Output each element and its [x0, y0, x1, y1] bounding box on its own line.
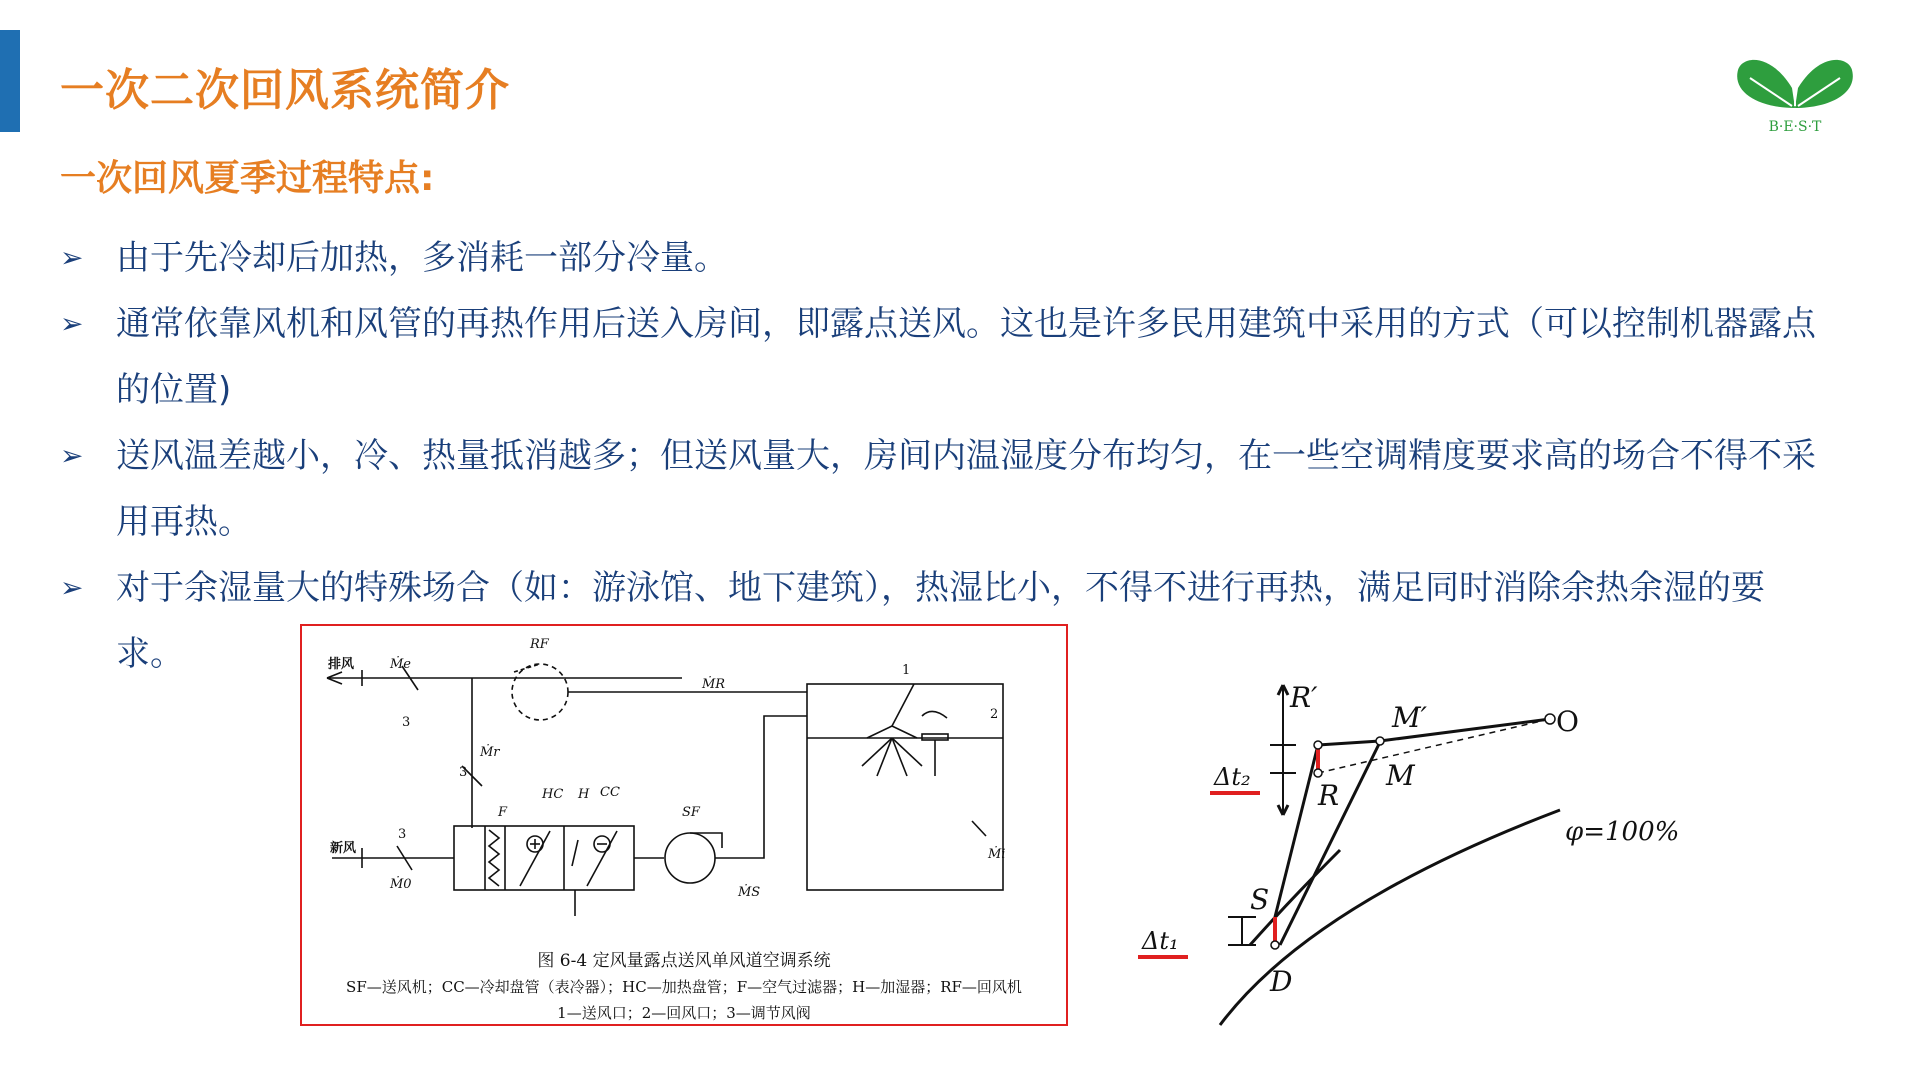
h-label: H: [578, 787, 590, 802]
d-label: D: [1270, 965, 1293, 998]
rf-label: RF: [530, 637, 549, 652]
arrow-bullet-icon: ➢: [60, 439, 84, 472]
accent-bar: [0, 30, 20, 132]
return-2-label: 2: [990, 707, 999, 722]
bullet-text: 由于先冷却后加热，多消耗一部分冷量。: [116, 238, 728, 278]
f-label: F: [498, 805, 508, 820]
psychrometric-sketch: [1110, 645, 1710, 1035]
dt2-label: Δt₂: [1214, 763, 1251, 791]
damper-3b-label: 3: [459, 765, 468, 780]
s-label: S: [1250, 883, 1270, 916]
logo-text: B·E·S·T: [1768, 119, 1822, 135]
bullet-list: [60, 225, 1820, 687]
arrow-bullet-icon: ➢: [60, 307, 84, 340]
me-label: Ṁe: [390, 657, 412, 672]
ahu-schematic: [302, 626, 1066, 946]
fresh-air-label: 新风: [330, 841, 357, 856]
arrow-bullet-icon: ➢: [60, 241, 84, 274]
o-label: O: [1556, 705, 1579, 738]
bullet-item: [60, 291, 1820, 423]
mr-label: Ṁr: [480, 745, 500, 760]
hc-label: HC: [542, 787, 564, 802]
bullet-item: [60, 423, 1820, 555]
ahu-schematic-figure: [300, 624, 1068, 1026]
bullet-text: 对于余湿量大的特殊场合（如：游泳馆、地下建筑），热湿比小，不得不进行再热，满足同时消除余热余湿的要求。: [116, 568, 1765, 674]
arrow-bullet-icon: ➢: [60, 571, 84, 604]
figure-caption: 图 6-4 定风量露点送风单风道空调系统: [537, 951, 831, 971]
r-label: R: [1318, 779, 1340, 812]
r-prime-label: R′: [1290, 681, 1318, 714]
cc-label: CC: [600, 785, 620, 800]
phi-100-label: φ=100%: [1565, 817, 1680, 847]
figure-legend-line1: SF—送风机；CC—冷却盘管（表冷器）；HC—加热盘管；F—空气过滤器；H—加湿器；RF—回风机: [346, 978, 1022, 996]
bullet-text: 送风温差越小，冷、热量抵消越多；但送风量大，房间内温湿度分布均匀，在一些空调精度要求高的场合不得不采用再热。: [116, 436, 1816, 542]
figure-legend-line2: 1—送风口；2—回风口；3—调节风阀: [557, 1004, 811, 1022]
bullet-text: 通常依靠风机和风管的再热作用后送入房间，即露点送风。这也是许多民用建筑中采用的方式（可以控制机器露点的位置): [116, 304, 1816, 410]
outlet-1-label: 1: [902, 663, 911, 678]
ms-label: ṀS: [738, 885, 761, 900]
best-logo: [1730, 48, 1860, 138]
mR-label: ṀR: [702, 677, 726, 692]
mi-label: Ṁi: [988, 847, 1006, 862]
bullet-item: [60, 225, 1820, 291]
m-label: M: [1386, 759, 1415, 792]
damper-3c-label: 3: [398, 827, 407, 842]
m-prime-label: M′: [1392, 701, 1428, 734]
m0-label: Ṁ0: [390, 877, 412, 892]
damper-3-label: 3: [402, 715, 411, 730]
slide-subtitle: 一次回风夏季过程特点:: [60, 158, 435, 199]
dt1-label: Δt₁: [1142, 927, 1179, 955]
exhaust-label: 排风: [328, 657, 355, 672]
sf-label: SF: [682, 805, 700, 820]
slide-title: 一次二次回风系统简介: [60, 65, 510, 116]
